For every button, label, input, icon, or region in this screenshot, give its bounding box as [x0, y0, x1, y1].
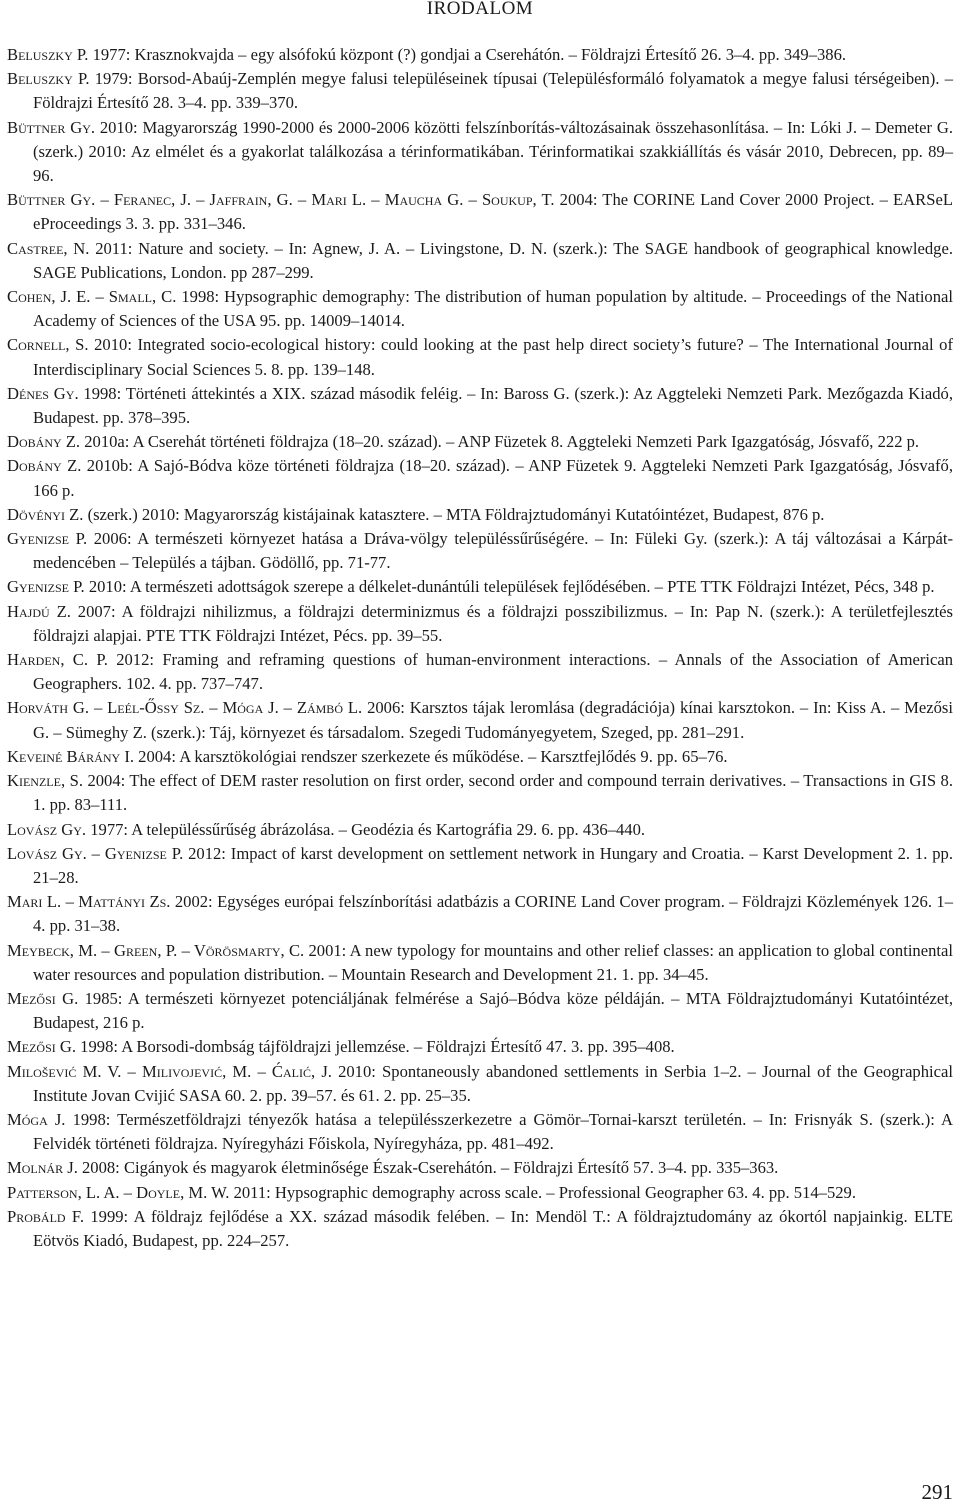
reference-text: 1998: A Borsodi-dombság tájföldrajzi jellemzése. – Földrajzi Értesítő 47. 3. pp. 395–408. [76, 1037, 675, 1057]
reference-text: 1977: Krasznokvajda – egy alsófokú központ (?) gondjai a Cserehátón. – Földrajzi Értesítő 26. 3–4. pp. 349–386. [88, 45, 847, 64]
reference-authors: Keveiné Bárány I. [7, 746, 135, 766]
reference-entry [7, 696, 953, 744]
reference-authors: Dobány Z. [7, 432, 81, 452]
reference-authors: Meybeck, M. – Green, P. – Vörösmarty, C. [7, 940, 305, 960]
reference-text: 2004: A karsztökológiai rendszer szerkezete és működése. – Karsztfejlődés 9. pp. 65–76. [134, 746, 728, 766]
reference-text: 2012: Impact of karst development on settlement network in Hungary and Croatia. – Karst Development 2. 1. pp. 21–28. [33, 843, 953, 887]
reference-entry [7, 769, 953, 817]
reference-entry [7, 382, 953, 430]
reference-text: (szerk.) 2010: Magyarország kistájainak katasztere. – MTA Földrajztudományi Kutatóintézet, Budapest, 876 p. [83, 504, 825, 524]
reference-authors: Hajdú Z. [7, 601, 71, 621]
reference-entry [7, 285, 953, 333]
reference-authors: Mari L. – Mattányi Zs. [7, 892, 171, 912]
reference-entry [7, 575, 953, 599]
reference-entry [7, 1205, 953, 1253]
reference-list [7, 43, 953, 1253]
reference-entry [7, 454, 953, 502]
reference-authors: Beluszky P. [7, 45, 89, 64]
reference-authors: Gyenizse P. [7, 577, 85, 597]
reference-entry [7, 1181, 953, 1205]
reference-authors: Lovász Gy. [7, 819, 87, 839]
reference-text: 2006: Karsztos tájak leromlása (degradációja) kínai karsztokon. – In: Kiss A. – Mezősi G. – Sümeghy Z. (szerk.): Táj, környezet és társadalom. Szegedi Tudományegyetem, Szeged, pp. 281–291. [33, 698, 954, 742]
reference-text: 2010: Integrated socio-ecological history: could looking at the past help direct society’s future? – The International Journal of Interdisciplinary Social Sciences 5. 8. pp. 139–148. [33, 335, 953, 379]
reference-entry [7, 503, 953, 527]
reference-entry [7, 745, 953, 769]
reference-entry [7, 333, 953, 381]
reference-authors: Büttner Gy. – Feranec, J. – Jaffrain, G. – Mari L. – Maucha G. – Soukup, T. [7, 190, 555, 210]
reference-text: 1998: Hypsographic demography: The distribution of human population by altitude. – Proceedings of the National Academy of Sciences of the USA 95. pp. 14009–14014. [33, 287, 953, 331]
page-number: 291 [921, 1480, 953, 1504]
reference-authors: Milošević M. V. – Milivojević, M. – Ćalić, J. [7, 1061, 332, 1081]
reference-text: 2007: A földrajzi nihilizmus, a földrajzi determinizmus és a földrajzi posszibilizmus. – In: Pap N. (szerk.): A területfejlesztés földrajzi alapjai. PTE TTK Földrajzi Intézet, Pécs. pp. 39–55. [33, 601, 953, 645]
reference-text: 2011: Hypsographic demography across scale. – Professional Geographer 63. 4. pp. 514–529. [229, 1182, 857, 1202]
reference-text: 2010: Magyarország 1990-2000 és 2000-2006 közötti felszínborítás-változásainak összehasonlítása. – In: Lóki J. – Demeter G. (szerk.) 2010: Az elmélet és a gyakorlat találkozása a térinformatikában. Térinformatikai szakkiállítás és vásár 2010, Debrecen, pp. 89–96. [33, 117, 953, 186]
reference-entry [7, 648, 953, 696]
reference-authors: Cornell, S. [7, 335, 89, 355]
reference-text: 2006: A természeti környezet hatása a Dráva-völgy településsűrűségére. – In: Füleki Gy. (szerk.): A táj változásai a Kárpát-medencében – Település a tájban. Gödöllő, pp. 71-77. [33, 529, 953, 573]
reference-text: 1985: A természeti környezet potenciáljának felmérése a Sajó–Bódva köze példáján. – MTA Földrajztudományi Kutatóintézet, Budapest, 216 p. [33, 988, 953, 1033]
reference-authors: Molnár J. [7, 1158, 78, 1178]
reference-text: 1998: Természetföldrajzi tényezők hatása a településszerkezetre a Gömör–Tornai-karszt területén. – In: Frisnyák S. (szerk.): A Felvidék történeti földrajza. Nyíregyházi Főiskola, Nyíregyháza, pp. 481–492. [33, 1109, 953, 1154]
reference-authors: Móga J. [7, 1109, 66, 1129]
reference-entry [7, 67, 953, 115]
page-title: IRODALOM [426, 0, 534, 19]
reference-text: 2001: A new typology for mountains and other relief classes: an application to global continental water resources and population distribution. – Mountain Research and Development 21. 1. pp. 34–45. [33, 940, 953, 984]
reference-entry [7, 818, 953, 842]
reference-text: 1977: A településsűrűség ábrázolása. – Geodézia és Kartográfia 29. 6. pp. 436–440. [86, 819, 646, 839]
reference-entry [7, 43, 953, 67]
reference-authors: Mezősi G. [7, 988, 79, 1008]
reference-text: 2010: A természeti adottságok szerepe a délkelet-dunántúli települések fejlődésében. – PTE TTK Földrajzi Intézet, Pécs, 348 p. [84, 577, 935, 597]
reference-authors: Cohen, J. E. – Small, C. [7, 287, 177, 307]
reference-authors: Harden, C. P. [7, 650, 108, 670]
reference-entry [7, 1156, 953, 1180]
reference-text: 2004: The CORINE Land Cover 2000 Project. – EARSeL eProceedings 3. 3. pp. 331–346. [33, 190, 953, 234]
reference-text: 2008: Cigányok és magyarok életminősége Észak-Cserehátón. – Földrajzi Értesítő 57. 3–4. pp. 335–363. [77, 1158, 779, 1178]
reference-entry [7, 116, 953, 189]
reference-authors: Patterson, L. A. – Doyle, M. W. [7, 1182, 230, 1202]
reference-authors: Lovász Gy. – Gyenizse P. [7, 843, 184, 863]
reference-authors: Gyenizse P. [7, 529, 88, 549]
reference-text: 2010a: A Cserehát történeti földrajza (18–20. század). – ANP Füzetek 8. Aggteleki Nemzeti Park Igazgatóság, Jósvafő, 222 p. [80, 432, 920, 452]
reference-authors: Probáld F. [7, 1206, 84, 1226]
reference-text: 2010b: A Sajó-Bódva köze történeti földrajza (18–20. század). – ANP Füzetek 9. Aggteleki Nemzeti Park Igazgatóság, Jósvafő, 166 p. [33, 456, 953, 500]
reference-authors: Mezősi G. [7, 1037, 77, 1057]
reference-text: 2004: The effect of DEM raster resolution on first order, second order and compound terrain derivatives. – Transactions in GIS 8. 1. pp. 83–111. [33, 771, 953, 815]
reference-entry [7, 842, 953, 890]
reference-entry [7, 600, 953, 648]
reference-text: 2011: Nature and society. – In: Agnew, J. A. – Livingstone, D. N. (szerk.): The SAGE handbook of geographical knowledge. SAGE Publications, London. pp 287–299. [33, 238, 953, 282]
reference-authors: Kienzle, S. [7, 771, 83, 791]
reference-authors: Dénes Gy. [7, 383, 79, 403]
reference-entry [7, 1035, 953, 1059]
reference-authors: Dobány Z. [7, 456, 82, 476]
reference-text: 2002: Egységes európai felszínborítási adatbázis a CORINE Land Cover program. – Földrajzi Közlemények 126. 1–4. pp. 31–38. [33, 892, 953, 936]
reference-entry [7, 1108, 953, 1156]
reference-text: 1999: A földrajz fejlődése a XX. század második felében. – In: Mendöl T.: A földrajztudomány az ókortól napjainkig. ELTE Eötvös Kiadó, Budapest, pp. 224–257. [33, 1206, 953, 1250]
reference-authors: Horváth G. – Leél-Őssy Sz. – Móga J. – Zámbó L. [7, 698, 363, 718]
reference-entry [7, 237, 953, 285]
reference-text: 1998: Történeti áttekintés a XIX. század második feléig. – In: Baross G. (szerk.): Az Aggteleki Nemzeti Park. Mezőgazda Kiadó, Budapest. pp. 378–395. [33, 383, 953, 428]
reference-entry [7, 1060, 953, 1108]
reference-text: 1979: Borsod-Abaúj-Zemplén megye falusi településeinek típusai (Településformáló folyamatok a megye falusi térségeiben). – Földrajzi Értesítő 28. 3–4. pp. 339–370. [33, 69, 953, 113]
reference-entry [7, 987, 953, 1035]
reference-text: 2012: Framing and reframing questions of human-environment interactions. – Annals of the Association of American Geographers. 102. 4. pp. 737–747. [33, 650, 954, 694]
reference-authors: Dövényi Z. [7, 504, 84, 524]
reference-entry [7, 188, 953, 236]
reference-authors: Büttner Gy. [7, 117, 96, 137]
reference-entry [7, 890, 953, 938]
reference-authors: Castree, N. [7, 238, 90, 258]
reference-entry [7, 430, 953, 454]
reference-authors: Beluszky P. [7, 69, 90, 89]
reference-entry [7, 527, 953, 575]
reference-text: 2010: Spontaneously abandoned settlements in Serbia 1–2. – Journal of the Geographical Institute Jovan Cvijić SASA 60. 2. pp. 39–57. és 61. 2. pp. 25–35. [33, 1061, 953, 1105]
reference-entry [7, 939, 953, 987]
